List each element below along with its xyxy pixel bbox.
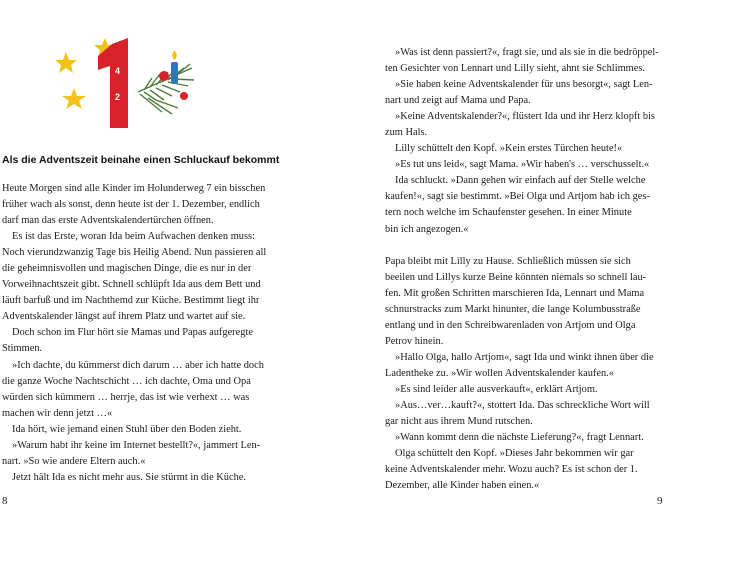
text-line: ten Gesichter von Lennart und Lilly sieht, ahnt sie Schlimmes.: [385, 63, 645, 75]
left-page: [0, 0, 366, 586]
text-line: früher wach als sonst, denn heute ist der 1. Dezember, endlich: [2, 199, 260, 211]
text-line: »Ich dachte, du kümmerst dich darum … aber ich hatte doch: [12, 359, 264, 371]
text-line: kaufen!«, sagt sie bestimmt. »Bei Olga und Artjom hab ich ges-: [385, 191, 650, 203]
text-line: Es ist das Erste, woran Ida beim Aufwachen denken muss:: [12, 231, 255, 243]
text-line: Ida hört, wie jemand einen Stuhl über den Boden zieht.: [12, 423, 242, 435]
text-line: »Hallo Olga, hallo Artjom«, sagt Ida und winkt ihnen über die: [395, 351, 654, 363]
text-line: darf man das erste Adventskalendertürchen öffnen.: [2, 215, 214, 227]
text-line: Papa bleibt mit Lilly zu Hause. Schließlich müssen sie sich: [385, 255, 631, 267]
calendar-number-top: 4: [115, 66, 121, 76]
bauble-icon: [180, 92, 188, 100]
text-line: Dezember, alle Kinder haben einen.«: [385, 480, 540, 492]
right-page: [366, 0, 733, 586]
text-line: Vorweihnachtszeit gibt. Schnell schlüpft Ida aus dem Bett und: [2, 279, 261, 291]
page-number-right: 9: [657, 495, 663, 507]
flame-icon: [172, 50, 177, 60]
text-line: Ladentheke zu. »Wir wollen Adventskalender kaufen.«: [385, 367, 614, 379]
text-line: »Es tut uns leid«, sagt Mama. »Wir haben's … verschusselt.«: [395, 159, 650, 171]
text-line: keine Adventskalender mehr. Wozu auch? Es ist schon der 1.: [385, 464, 638, 476]
text-line: Ida schluckt. »Dann gehen wir einfach auf der Stelle welche: [395, 175, 646, 187]
text-line: »Es sind leider alle ausverkauft«, erklärt Artjom.: [395, 383, 598, 395]
text-line: Noch vierundzwanzig Tage bis Heilig Abend. Nun passieren all: [2, 247, 267, 259]
text-line: fen. Mit großen Schritten marschieren Ida, Lennart und Mama: [385, 287, 645, 299]
text-line: »Wann kommt denn die nächste Lieferung?«, fragt Lennart.: [395, 432, 644, 444]
text-line: bin ich angezogen.«: [385, 223, 469, 235]
text-line: entlang und in den Schreibwarenladen von Artjom und Olga: [385, 319, 636, 331]
text-line: »Aus…ver…kauft?«, stottert Ida. Das schreckliche Wort will: [395, 399, 650, 411]
text-line: »Keine Adventskalender?«, flüstert Ida und ihr Herz klopft bis: [395, 111, 655, 123]
paragraph-gap: [385, 238, 665, 254]
text-line: Stimmen.: [2, 343, 43, 355]
text-line: Petrov hinein.: [385, 335, 444, 347]
text-line: machen wir denn jetzt …«: [2, 407, 113, 419]
star-icon: [55, 52, 77, 73]
right-text-column: [385, 45, 665, 494]
candle-icon: [171, 62, 178, 84]
text-line: beeilen und Lillys kurze Beine könnten niemals so schnell lau-: [385, 271, 647, 283]
text-line: gar nicht aus ihrem Mund rutschen.: [385, 416, 533, 428]
text-line: die geheimnisvollen und magischen Dinge, die es nur in der: [2, 263, 252, 275]
text-line: nart. »So wie andere Eltern auch.«: [2, 455, 146, 467]
text-line: nart und zeigt auf Mama und Papa.: [385, 95, 531, 107]
text-line: würden sich kümmern … herrje, das ist wie verhext … was: [2, 391, 250, 403]
text-line: »Warum habt ihr keine im Internet bestellt?«, jammert Len-: [12, 439, 261, 451]
left-text-column: [2, 181, 278, 486]
text-line: zum Hals.: [385, 127, 428, 139]
text-line: Adventskalender längst auf ihrem Platz und wartet auf sie.: [2, 311, 246, 323]
text-line: Doch schon im Flur hört sie Mamas und Papas aufgeregte: [12, 327, 253, 339]
text-line: die ganze Woche Nachtschicht … ich dachte, Oma und Opa: [2, 375, 251, 387]
star-icon: [62, 88, 86, 109]
bauble-icon: [159, 71, 169, 81]
page-number-left: 8: [2, 495, 8, 507]
text-line: »Sie haben keine Adventskalender für uns besorgt«, sagt Len-: [395, 79, 653, 91]
text-line: Heute Morgen sind alle Kinder im Holunderweg 7 ein bisschen: [2, 183, 266, 194]
text-line: Jetzt hält Ida es nicht mehr aus. Sie stürmt in die Küche.: [12, 471, 247, 483]
chapter-title: Als die Adventszeit beinahe einen Schluckauf bekommt: [2, 154, 280, 166]
text-line: läuft barfuß und im Nachthemd zur Küche. Bestimmt liegt ihr: [2, 295, 260, 307]
text-line: Lilly schüttelt den Kopf. »Kein erstes Türchen heute!«: [395, 143, 623, 155]
text-line: schnurstracks zum Markt hinunter, die lange Kolumbusstraße: [385, 303, 641, 315]
advent-calendar-illustration: [52, 30, 202, 140]
text-line: tern noch welche im Schaufenster gesehen. In einer Minute: [385, 207, 632, 219]
calendar-number-bottom: 2: [115, 92, 121, 102]
text-line: »Was ist denn passiert?«, fragt sie, und als sie in die bedröppel-: [395, 47, 659, 58]
text-line: Olga schüttelt den Kopf. »Dieses Jahr bekommen wir gar: [395, 448, 634, 460]
